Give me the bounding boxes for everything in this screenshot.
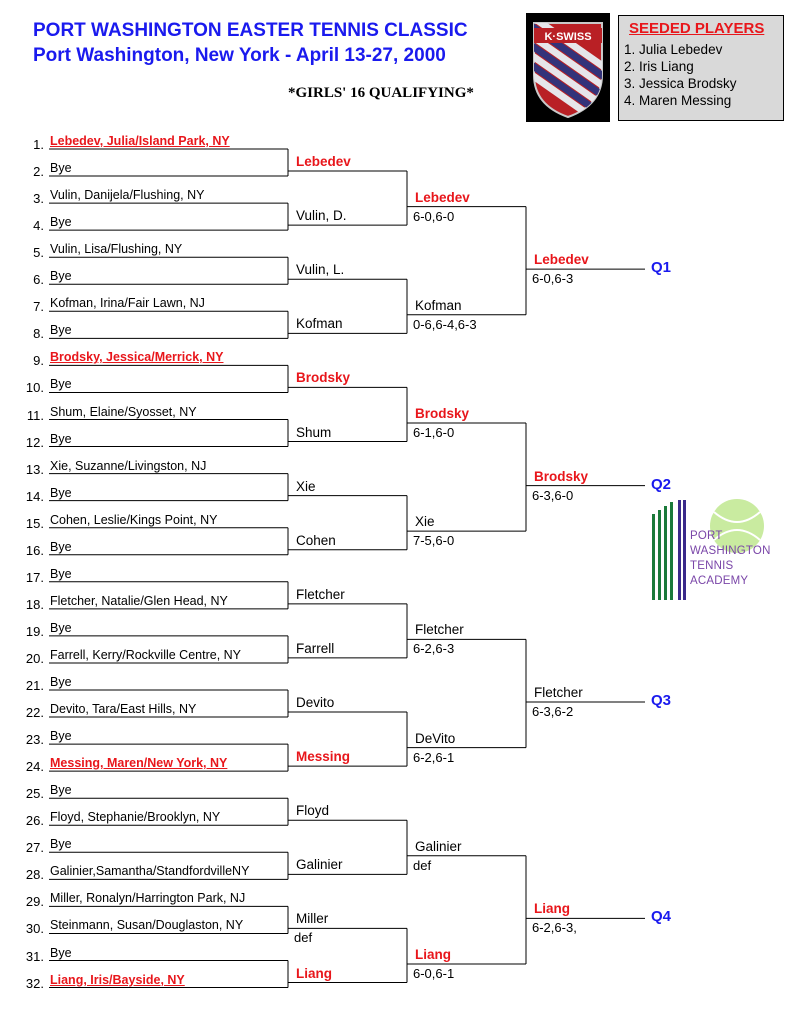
match-winner: Liang [296, 965, 332, 981]
draw-entry: Bye [50, 945, 72, 960]
qualifier-label: Q4 [651, 908, 672, 926]
draw-position-number: 14. [25, 488, 44, 504]
draw-position-number: 3. [33, 191, 44, 207]
draw-entry: Steinmann, Susan/Douglaston, NY [50, 918, 244, 933]
draw-entry: Bye [50, 837, 72, 852]
academy-logo-line: TENNIS [690, 560, 734, 572]
match-winner: Galinier [296, 857, 343, 873]
draw-entry: Bye [50, 783, 72, 798]
draw-position-number: 30. [25, 921, 44, 937]
draw-entry: Devito, Tara/East Hills, NY [50, 702, 197, 717]
draw-position-number: 28. [25, 867, 44, 883]
draw-entry: Bye [50, 323, 72, 338]
draw-entry: Bye [50, 566, 72, 581]
qualifier-label: Q3 [651, 691, 672, 709]
draw-entry: Bye [50, 215, 72, 230]
draw-entry: Bye [50, 539, 72, 554]
match-winner: Cohen [296, 532, 336, 548]
qualifier-label: Q2 [651, 475, 672, 493]
match-score: def [413, 857, 432, 873]
draw-position-number: 1. [33, 137, 44, 152]
draw-position-number: 32. [25, 975, 44, 991]
draw-entry: Fletcher, Natalie/Glen Head, NY [50, 593, 228, 608]
match-winner: Xie [296, 478, 316, 494]
draw-entry: Bye [50, 485, 72, 500]
draw-entry: Lebedev, Julia/Island Park, NY [50, 134, 230, 148]
tournament-location-dates: Port Washington, New York - April 13-27, 2000 [33, 45, 446, 66]
draw-position-number: 31. [25, 948, 44, 964]
tournament-title: PORT WASHINGTON EASTER TENNIS CLASSIC [33, 20, 468, 41]
match-winner: Fletcher [534, 684, 583, 700]
match-winner: Shum [296, 424, 332, 440]
match-winner: Liang [415, 946, 451, 962]
match-winner: Fletcher [415, 622, 464, 638]
division-label: *GIRLS' 16 QUALIFYING* [288, 85, 474, 101]
draw-entry: Vulin, Lisa/Flushing, NY [50, 242, 183, 257]
match-score: 0-6,6-4,6-3 [413, 316, 477, 332]
academy-logo-line: ACADEMY [690, 575, 749, 587]
draw-position-number: 20. [25, 650, 44, 666]
match-winner: Miller [296, 911, 329, 927]
draw-entry: Xie, Suzanne/Livingston, NJ [50, 458, 207, 473]
draw-entry: Bye [50, 431, 72, 446]
draw-entry: Messing, Maren/New York, NY [50, 756, 228, 771]
match-winner: DeVito [415, 730, 456, 746]
draw-entry: Cohen, Leslie/Kings Point, NY [50, 512, 218, 527]
match-winner: Vulin, L. [296, 262, 345, 278]
match-score: 6-0,6-0 [413, 208, 455, 224]
qualifier-label: Q1 [651, 259, 672, 277]
draw-entry: Bye [50, 675, 72, 689]
match-winner: Lebedev [534, 252, 589, 268]
match-score: 6-2,6-3 [413, 641, 455, 657]
draw-entry: Bye [50, 161, 72, 176]
match-winner: Xie [415, 514, 435, 530]
draw-position-number: 12. [25, 434, 44, 450]
draw-entry: Kofman, Irina/Fair Lawn, NJ [50, 296, 205, 311]
draw-entry: Brodsky, Jessica/Merrick, NY [50, 350, 224, 365]
draw-entry: Bye [50, 377, 72, 392]
draw-position-number: 17. [25, 569, 44, 585]
draw-position-number: 2. [33, 164, 44, 180]
draw-position-number: 13. [25, 461, 44, 477]
match-score: 6-0,6-3 [532, 271, 574, 287]
draw-entry: Floyd, Stephanie/Brooklyn, NY [50, 810, 221, 825]
draw-position-number: 24. [25, 759, 44, 775]
draw-position-number: 25. [25, 786, 44, 802]
match-winner: Farrell [296, 640, 335, 656]
seeded-player: 3. Jessica Brodsky [624, 76, 737, 91]
academy-logo-line: WASHINGTON [690, 545, 771, 557]
draw-position-number: 8. [33, 326, 44, 342]
draw-position-number: 29. [25, 894, 44, 910]
draw-position-number: 19. [25, 623, 44, 639]
match-winner: Floyd [296, 803, 330, 819]
draw-entry: Bye [50, 729, 72, 744]
match-score: 6-0,6-1 [413, 965, 455, 981]
match-score: 7-5,6-0 [413, 533, 455, 549]
draw-position-number: 18. [25, 596, 44, 612]
draw-position-number: 11. [26, 407, 44, 423]
draw-entry: Liang, Iris/Bayside, NY [50, 972, 185, 987]
match-score: 6-2,6-1 [413, 749, 455, 765]
draw-position-number: 16. [25, 542, 44, 558]
kswiss-logo-text: K·SWISS [544, 31, 592, 43]
draw-entry: Farrell, Kerry/Rockville Centre, NY [50, 647, 242, 662]
seeded-player: 4. Maren Messing [624, 93, 732, 108]
draw-position-number: 10. [25, 380, 44, 396]
draw-entry: Bye [50, 620, 72, 635]
match-winner: Galinier [415, 838, 462, 854]
match-score: 6-3,6-0 [532, 487, 574, 503]
match-score: 6-3,6-2 [532, 703, 574, 719]
draw-position-number: 23. [25, 732, 44, 748]
draw-position-number: 15. [25, 515, 44, 531]
match-score: 6-1,6-0 [413, 424, 455, 440]
match-winner: Kofman [296, 316, 343, 332]
draw-position-number: 4. [33, 218, 44, 234]
match-winner: Fletcher [296, 586, 345, 602]
match-winner: Brodsky [415, 405, 470, 421]
draw-position-number: 26. [25, 813, 44, 829]
draw-entry: Galinier,Samantha/StandfordvilleNY [50, 864, 250, 879]
draw-position-number: 21. [25, 678, 44, 693]
draw-entry: Shum, Elaine/Syosset, NY [50, 404, 197, 419]
match-winner: Brodsky [296, 370, 351, 386]
draw-position-number: 27. [25, 840, 44, 856]
match-winner: Lebedev [296, 154, 351, 170]
draw-position-number: 9. [33, 353, 44, 369]
match-winner: Vulin, D. [296, 208, 347, 224]
seeded-player: 1. Julia Lebedev [624, 42, 723, 57]
draw-entry: Bye [50, 269, 72, 284]
match-winner: Devito [296, 695, 335, 711]
draw-position-number: 22. [25, 705, 44, 721]
seeded-players-heading: SEEDED PLAYERS [629, 20, 765, 37]
match-score: 6-2,6-3, [532, 920, 577, 936]
match-winner: Lebedev [415, 189, 470, 205]
match-winner: Messing [296, 749, 351, 765]
draw-position-number: 7. [33, 299, 44, 315]
match-score: def [294, 930, 313, 946]
draw-entry: Vulin, Danijela/Flushing, NY [50, 188, 205, 203]
draw-position-number: 6. [33, 272, 44, 288]
match-winner: Kofman [415, 297, 462, 313]
draw-entry: Miller, Ronalyn/Harrington Park, NJ [50, 891, 246, 906]
match-winner: Liang [534, 901, 570, 917]
seeded-player: 2. Iris Liang [624, 59, 694, 74]
academy-logo-line: PORT [690, 530, 723, 542]
draw-position-number: 5. [33, 245, 44, 261]
match-winner: Brodsky [534, 468, 589, 484]
